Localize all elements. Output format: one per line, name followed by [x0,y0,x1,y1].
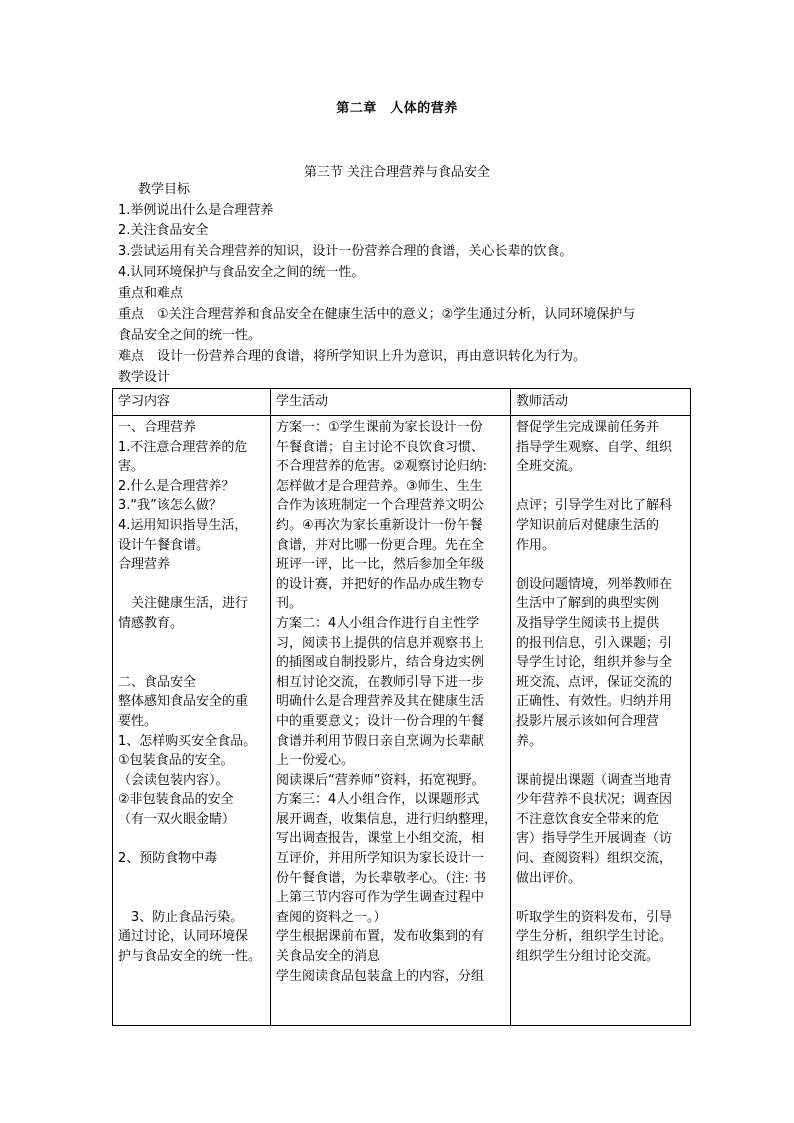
col3-line [516,888,685,908]
col3-line: 督促学生完成课前任务并 [516,420,660,435]
col1-line: ②非包装食品的安全 [118,792,234,808]
col2-line: 午餐食谱；自主讨论不良饮食习惯、 [276,439,485,455]
col1-line: 合理营养 [118,557,171,573]
col3-line: 全班交流。 [516,459,582,475]
col2-line: 的插图或自制投影片，结合身边实例 [276,655,485,671]
col2-line: 互评价，并用所学知识为家长设计一 [276,851,485,867]
col3-line: 投影片展示该如何合理营 [516,713,660,729]
col1-line [118,653,265,673]
objective-item-4: 4.认同环境保护与食品安全之间的统一性。 [118,265,365,280]
col1-line [118,634,265,654]
col1-line [118,575,265,595]
col1-line: 1、怎样购买安全食品。 [118,733,257,749]
col3-line: 组织学生分组讨论交流。 [516,949,660,965]
col3-line: 导学生讨论，组织并参与全 [516,655,673,671]
col2-line: 食谱，并对比哪一份更合理。先在全 [276,537,485,553]
col2-line: 班评一评，比一比，然后参加全年级 [276,557,485,573]
col2-line: 写出调查报告，课堂上小组交流，相 [276,831,485,847]
key-point-line-1: 重点 ①关注合理营养和食品安全在健康生活中的意义；②学生通过分析，认同环境保护与 [118,307,636,322]
col2-line: 学生根据课前布置，发布收集到的有 [276,929,485,945]
table-row [113,416,691,1026]
col2-line: 的设计赛，并把好的作品办成生物专 [276,576,485,592]
col2-line: 方案一：①学生课前为家长设计一份 [276,420,483,435]
col2-line: 阅读课后“营养师”资料，拓宽视野。 [276,772,485,788]
col1-line: 二、食品安全 [118,674,197,690]
header-student-activity: 学生活动 [271,389,511,416]
col1-line: 护与食品安全的统一性。 [118,949,262,965]
col2-line: 约。④再次为家长重新设计一份午餐 [276,517,483,533]
objective-item-3: 3.尝试运用有关合理营养的知识，设计一份营养合理的食谱，关心长辈的饮食。 [118,244,573,259]
col1-line: 要性。 [118,713,158,729]
col2-line: 方案三：4人小组合作，以课题形式 [276,792,480,808]
col1-line: （会读包装内容）。 [118,772,229,788]
key-points-heading: 重点和难点 [118,286,184,301]
col1-line: 关注健康生活，进行 [118,596,249,612]
col3-line [516,751,685,771]
learning-content-cell [113,416,271,1026]
col1-line: 3、防止食品污染。 [118,909,244,925]
col2-line: 方案二：4人小组合作进行自主性学 [276,615,480,631]
col2-line: 上第三节内容可作为学生调查过程中 [276,890,485,906]
col2-line: 刊。 [276,596,303,612]
objective-item-1: 1.举例说出什么是合理营养 [118,203,274,218]
col1-line: 害。 [118,459,145,475]
col2-line: 展开调查，收集信息，进行归纳整理， [276,811,498,827]
col3-line: 听取学生的资料发布，引导 [516,909,673,925]
col1-line: 4.运用知识指导生活， [118,517,248,533]
col2-line: 习，阅读书上提供的信息并观察书上 [276,635,485,651]
header-teacher-activity: 教师活动 [511,389,691,416]
student-activity-cell [271,416,511,1026]
col3-line: 学知识前后对健康生活的 [516,517,660,533]
col3-line [516,477,685,497]
col2-line: 合作为该班制定一个合理营养文明公 [276,498,485,514]
col2-line: 份午餐食谱，为长辈敬孝心。（注: 书 [276,870,487,886]
col1-line: ①包装食品的安全。 [118,753,234,769]
col3-line: 问、查阅资料）组织交流， [516,851,673,867]
objective-item-2: 2.关注食品安全 [118,223,209,238]
objectives-heading: 教学目标 [138,182,191,197]
col3-line: 创设问题情境，列举教师在 [516,576,673,592]
col1-line: 2、预防食物中毒 [118,851,218,867]
teacher-activity-cell [511,416,691,1026]
col1-line: 通过讨论，认同环境保 [118,929,249,945]
col3-line: 的报刊信息，引入课题；引 [516,635,673,651]
key-point-line-2: 食品安全之间的统一性。 [118,328,262,343]
table-header-row [113,389,691,416]
col3-line: 养。 [516,733,543,749]
col2-line: 关食品安全的消息 [276,949,381,965]
col1-line: 2.什么是合理营养？ [118,478,235,494]
col2-line: 食谱并利用节假日亲自烹调为长辈献 [276,733,485,749]
col3-line: 正确性、有效性。归纳并用 [516,694,673,710]
col3-line [516,555,685,575]
section-title: 第三节 关注合理营养与食品安全 [303,165,491,180]
col3-line: 学生分析，组织学生讨论。 [516,929,673,945]
col3-line: 少年营养不良状况；调查因 [516,792,673,808]
col2-line: 怎样做才是合理营养。③师生、生生 [276,478,483,494]
col3-line: 作用。 [516,537,556,553]
design-heading: 教学设计 [118,370,171,385]
difficulty-line: 难点 设计一份营养合理的食谱，将所学知识上升为意识，再由意识转化为行为。 [118,349,587,364]
chapter-title: 第二章 人体的营养 [336,101,458,116]
col2-line: 明确什么是合理营养及其在健康生活 [276,694,485,710]
col2-line: 查阅的资料之一。） [276,909,387,925]
col1-line: 1.不注意合理营养的危 [118,439,248,455]
col3-line: 不注意饮食安全带来的危 [516,811,660,827]
col3-line: 及指导学生阅读书上提供 [516,615,660,631]
col1-line: 情感教育。 [118,615,184,631]
col2-line: 中的重要意义；设计一份合理的午餐 [276,713,485,729]
col1-line: 一、合理营养 [118,420,197,435]
col1-line [118,888,265,908]
col2-line: 不合理营养的危害。②观察讨论归纳: [276,459,488,475]
col3-line: 点评；引导学生对比了解科 [516,498,673,514]
col1-line: 3.“我”该怎么做？ [118,498,222,514]
col1-line: 设计午餐食谱。 [118,537,210,553]
col1-line [118,869,265,889]
teaching-design-table [112,388,691,1026]
header-learning-content: 学习内容 [113,389,271,416]
col2-line: 相互讨论交流，在教师引导下进一步 [276,674,485,690]
col2-line: 上一份爱心。 [276,753,355,769]
col3-line: 班交流、点评，保证交流的 [516,674,673,690]
col3-line: 生活中了解到的典型实例 [516,596,660,612]
col3-line: 做出评价。 [516,870,582,886]
col2-line: 学生阅读食品包装盒上的内容，分组 [276,968,485,984]
col1-line: （有一双火眼金睛） [118,811,236,827]
col3-line: 指导学生观察、自学、组织 [516,439,673,455]
col3-line: 课前提出课题（调查当地青 [516,772,673,788]
col3-line: 害）指导学生开展调查（访 [516,831,673,847]
col1-line [118,829,265,849]
col1-line: 整体感知食品安全的重 [118,694,249,710]
